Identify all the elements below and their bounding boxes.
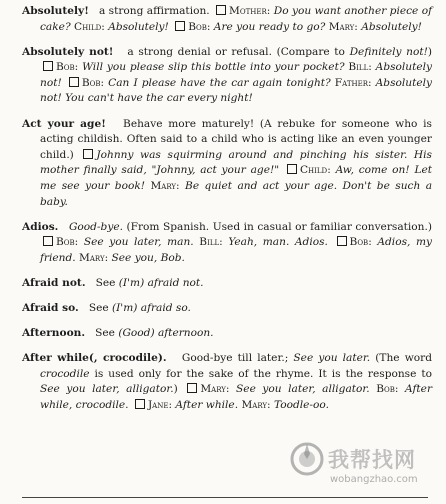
entry-afternoon xyxy=(22,326,432,342)
definition: See (I'm) afraid not. xyxy=(88,276,204,289)
entry-afraid-not xyxy=(22,276,432,292)
entry-absolutely-not: Absolutely not! a strong denial or refusal. (Compare to Definitely not!) Bob: Will you please slip this bottle into your pocket? Bill: Absolutely not! Bob: Can I please have the car again tonight? Father: Absolutely not! You can't have the car every night! xyxy=(22,45,433,105)
headword: Adios. xyxy=(22,220,59,233)
watermark-text: 我帮找网 xyxy=(328,448,416,472)
headword: Afternoon. xyxy=(22,327,86,340)
example-box-icon xyxy=(337,236,347,246)
example-box-icon xyxy=(69,77,79,87)
definition: Good-bye till later.; See you later. (The word crocodile is used only for the sake of the rhyme. It is the response to See you later, alligator.) xyxy=(40,352,432,396)
bottom-rule xyxy=(22,497,428,498)
entry-act-your-age: Act your age! Behave more maturely! (A rebuke for someone who is acting childish. Often said to a child who is acting like an even younger child.) Johnny was squirming around and pinching his sister. His mother finally said, "Johnny, act your age!" Child: Aw, come on! Let me see your book! Mary: Be quiet and act your age. Don't be such a baby. xyxy=(22,117,433,208)
example-box-icon xyxy=(287,164,297,174)
example-box-icon xyxy=(135,399,145,409)
example-box-icon xyxy=(187,383,197,393)
definition: a strong denial or refusal. (Compare to Definitely not!) xyxy=(118,45,432,58)
headword: Absolutely not! xyxy=(22,45,114,58)
watermark-url: wobangzhao.com xyxy=(330,474,418,485)
example-box-icon xyxy=(216,5,226,15)
example-box-icon xyxy=(43,61,53,71)
headword: Afraid so. xyxy=(22,302,79,314)
example-box-icon xyxy=(43,236,53,246)
headword: Act your age! xyxy=(22,117,106,130)
headword: Afraid not. xyxy=(22,276,86,289)
example-box-icon xyxy=(83,149,93,159)
definition: See (I'm) afraid so. xyxy=(82,302,191,314)
definition: Good-bye. (From Spanish. Used in casual or familiar conversation.) xyxy=(68,220,432,233)
entry-afraid-so xyxy=(22,301,432,317)
entry-absolutely: Absolutely! a strong affirmation. Mother: Do you want another piece of cake? Child: Absolutely! Bob: Are you ready to go? Mary: Absolutely! xyxy=(22,5,432,33)
definition: See (Good) afternoon. xyxy=(88,327,214,340)
headword: Absolutely! xyxy=(22,5,89,17)
headword: After while(, crocodile). xyxy=(22,352,167,365)
example-box-icon xyxy=(175,21,185,31)
entry-after-while-crocodile: After while(, crocodile). Good-bye till later.; See you later. (The word crocodile is used only for the sake of the rhyme. It is the response to See you later, alligator.) Mary: See you later, alligator. Bob: After while, crocodile. Jane: After while. Mary: Toodle-oo. xyxy=(22,352,433,411)
entry-adios: Adios. Good-bye. (From Spanish. Used in casual or familiar conversation.) Bob: See you later, man. Bill: Yeah, man. Adios. Bob: Adios, my friend. Mary: See you, Bob. xyxy=(22,220,433,264)
definition: a strong affirmation. xyxy=(92,5,210,17)
definition: Behave more maturely! (A rebuke for someone who is acting childish. Often said to a child who is acting like an even younger child.) xyxy=(40,117,432,161)
